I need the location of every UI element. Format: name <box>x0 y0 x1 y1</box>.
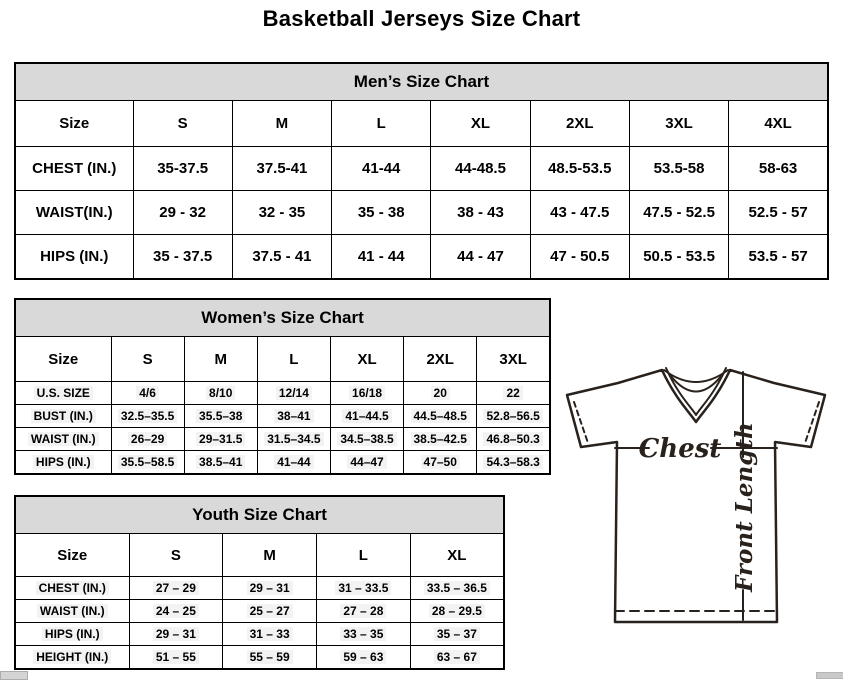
column-header: L <box>317 534 411 577</box>
womens-size-table <box>14 298 551 475</box>
column-header: 4XL <box>729 101 828 147</box>
size-value: 53.5 - 57 <box>729 235 828 280</box>
row-label: CHEST (IN.) <box>15 577 129 600</box>
column-header: Size <box>15 101 133 147</box>
size-value: 38–41 <box>257 405 330 428</box>
row-label: BUST (IN.) <box>15 405 111 428</box>
size-value: 35-37.5 <box>133 147 232 191</box>
size-value: 29–31.5 <box>184 428 257 451</box>
size-value: 25 – 27 <box>223 600 317 623</box>
row-label: HIPS (IN.) <box>15 451 111 475</box>
table-row <box>15 147 828 191</box>
size-value: 32.5–35.5 <box>111 405 184 428</box>
size-value: 33 – 35 <box>317 623 411 646</box>
column-header: S <box>133 101 232 147</box>
column-header: 2XL <box>530 101 629 147</box>
h-scrollbar-right-button[interactable] <box>816 672 843 679</box>
size-value: 47 - 50.5 <box>530 235 629 280</box>
size-value: 44.5–48.5 <box>404 405 477 428</box>
column-header: L <box>257 337 330 382</box>
size-value: 48.5-53.5 <box>530 147 629 191</box>
row-label: HIPS (IN.) <box>15 235 133 280</box>
column-header: M <box>223 534 317 577</box>
jersey-outline <box>567 370 825 622</box>
column-header: L <box>332 101 431 147</box>
column-header: Size <box>15 337 111 382</box>
size-value: 38.5–41 <box>184 451 257 475</box>
table-row <box>15 600 504 623</box>
row-label: HIPS (IN.) <box>15 623 129 646</box>
size-value: 35.5–38 <box>184 405 257 428</box>
size-value: 29 - 32 <box>133 191 232 235</box>
youth-size-table <box>14 495 505 670</box>
column-header: Size <box>15 534 129 577</box>
size-value: 4/6 <box>111 382 184 405</box>
size-value: 37.5 - 41 <box>232 235 331 280</box>
size-value: 31 – 33 <box>223 623 317 646</box>
size-value: 8/10 <box>184 382 257 405</box>
table-row <box>15 191 828 235</box>
table-row <box>15 577 504 600</box>
row-label: WAIST(IN.) <box>15 191 133 235</box>
column-header: XL <box>431 101 530 147</box>
row-label: CHEST (IN.) <box>15 147 133 191</box>
row-label: WAIST (IN.) <box>15 600 129 623</box>
size-value: 35 – 37 <box>410 623 504 646</box>
size-value: 46.8–50.3 <box>477 428 550 451</box>
size-value: 44–47 <box>330 451 403 475</box>
size-value: 55 – 59 <box>223 646 317 670</box>
size-value: 38 - 43 <box>431 191 530 235</box>
column-header: 2XL <box>404 337 477 382</box>
row-label: WAIST (IN.) <box>15 428 111 451</box>
size-value: 24 – 25 <box>129 600 223 623</box>
table-row <box>15 382 550 405</box>
size-value: 43 - 47.5 <box>530 191 629 235</box>
column-header: S <box>129 534 223 577</box>
chest-label: Chest <box>638 434 722 464</box>
size-value: 50.5 - 53.5 <box>629 235 728 280</box>
size-value: 44 - 47 <box>431 235 530 280</box>
size-value: 29 – 31 <box>223 577 317 600</box>
youth-chart-title: Youth Size Chart <box>15 496 504 534</box>
size-value: 35.5–58.5 <box>111 451 184 475</box>
front-length-label: Front Length <box>731 422 758 592</box>
size-value: 54.3–58.3 <box>477 451 550 475</box>
row-label: U.S. SIZE <box>15 382 111 405</box>
column-header: XL <box>410 534 504 577</box>
page-title: Basketball Jerseys Size Chart <box>262 6 581 31</box>
size-value: 37.5-41 <box>232 147 331 191</box>
womens-chart-title: Women’s Size Chart <box>15 299 550 337</box>
table-row <box>15 405 550 428</box>
size-value: 51 – 55 <box>129 646 223 670</box>
size-value: 63 – 67 <box>410 646 504 670</box>
size-value: 31.5–34.5 <box>257 428 330 451</box>
table-row <box>15 235 828 280</box>
size-value: 58-63 <box>729 147 828 191</box>
table-row <box>15 451 550 475</box>
size-value: 27 – 29 <box>129 577 223 600</box>
table-row <box>15 623 504 646</box>
mens-size-table <box>14 62 829 280</box>
size-value: 59 – 63 <box>317 646 411 670</box>
size-value: 20 <box>404 382 477 405</box>
table-row <box>15 646 504 670</box>
column-header: XL <box>330 337 403 382</box>
table-row <box>15 428 550 451</box>
size-value: 35 - 38 <box>332 191 431 235</box>
jersey-measurement-diagram <box>558 362 842 628</box>
size-value: 52.5 - 57 <box>729 191 828 235</box>
size-value: 29 – 31 <box>129 623 223 646</box>
left-cuff-dashed-line <box>574 402 588 443</box>
size-value: 52.8–56.5 <box>477 405 550 428</box>
size-value: 33.5 – 36.5 <box>410 577 504 600</box>
size-value: 28 – 29.5 <box>410 600 504 623</box>
column-header: 3XL <box>629 101 728 147</box>
size-value: 41 - 44 <box>332 235 431 280</box>
size-value: 47.5 - 52.5 <box>629 191 728 235</box>
size-value: 41–44.5 <box>330 405 403 428</box>
size-value: 27 – 28 <box>317 600 411 623</box>
mens-chart-title: Men’s Size Chart <box>15 63 828 101</box>
size-value: 41-44 <box>332 147 431 191</box>
size-value: 22 <box>477 382 550 405</box>
column-header: M <box>232 101 331 147</box>
size-value: 32 - 35 <box>232 191 331 235</box>
size-value: 31 – 33.5 <box>317 577 411 600</box>
column-header: 3XL <box>477 337 550 382</box>
size-value: 47–50 <box>404 451 477 475</box>
size-value: 38.5–42.5 <box>404 428 477 451</box>
size-value: 44-48.5 <box>431 147 530 191</box>
column-header: S <box>111 337 184 382</box>
size-value: 53.5-58 <box>629 147 728 191</box>
size-value: 16/18 <box>330 382 403 405</box>
size-value: 35 - 37.5 <box>133 235 232 280</box>
size-value: 41–44 <box>257 451 330 475</box>
size-value: 34.5–38.5 <box>330 428 403 451</box>
size-value: 12/14 <box>257 382 330 405</box>
size-value: 26–29 <box>111 428 184 451</box>
row-label: HEIGHT (IN.) <box>15 646 129 670</box>
column-header: M <box>184 337 257 382</box>
